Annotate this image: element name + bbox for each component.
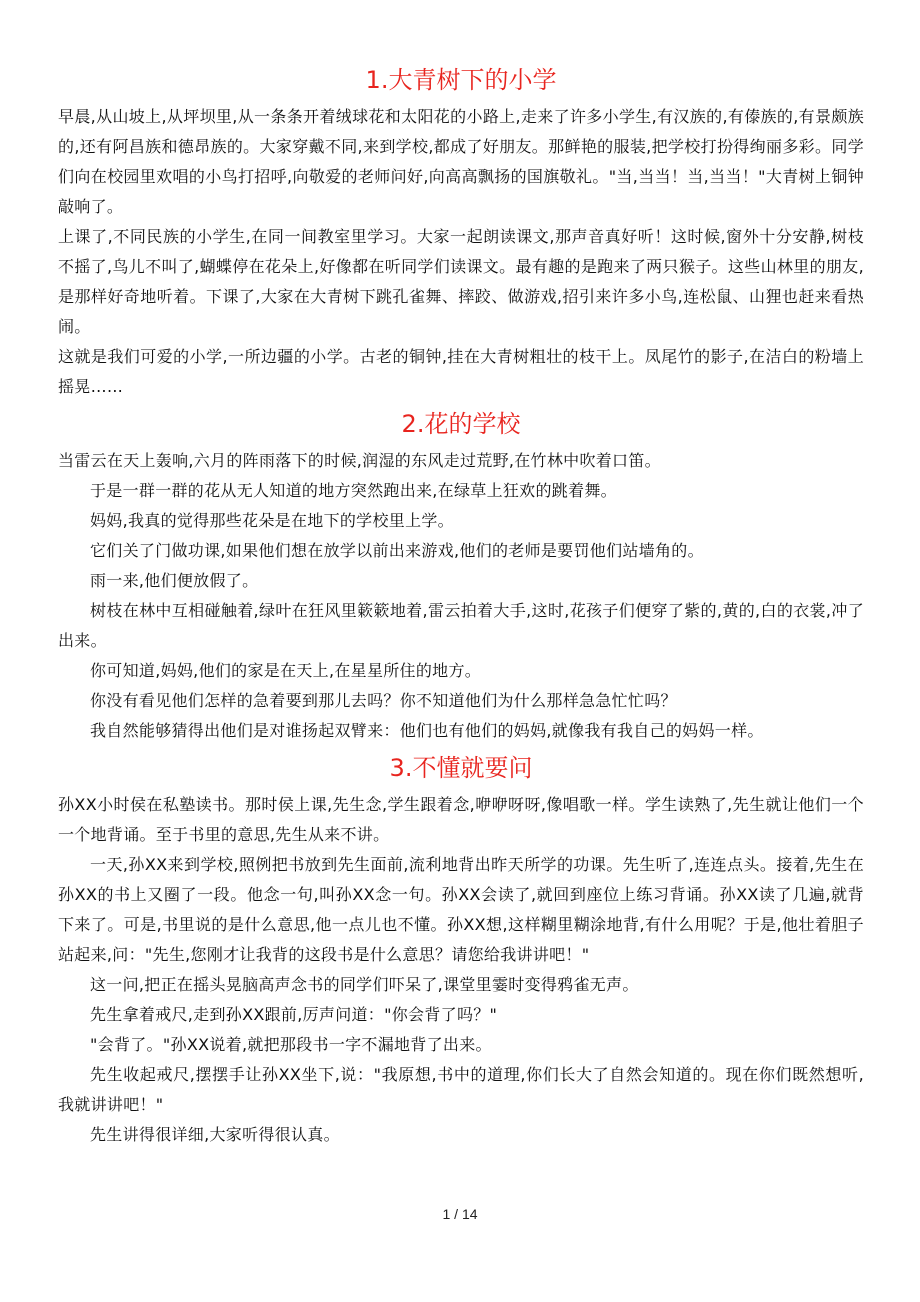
section-3-paragraph-2: 一天,孙XX来到学校,照例把书放到先生面前,流利地背出昨天所学的功课。先生听了,连连点头。接着,先生在孙XX的书上又圈了一段。他念一句,叫孙XX念一句。孙XX会读了,就回到座位上练习背诵。孙XX读了几遍,就背下来了。可是,书里说的是什么意思,他一点儿也不懂。孙XX想,这样糊里糊涂地背,有什么用呢？于是,他壮着胆子站起来,问："先生,您刚才让我背的这段书是什么意思？请您给我讲讲吧！" (58, 855, 864, 964)
section-2-paragraph-4: 它们关了门做功课,如果他们想在放学以前出来游戏,他们的老师是要罚他们站墙角的。 (90, 541, 704, 560)
section-3-paragraph-7: 先生讲得很详细,大家听得很认真。 (90, 1125, 340, 1144)
section-2-paragraph-3: 妈妈,我真的觉得那些花朵是在地下的学校里上学。 (90, 511, 454, 530)
section-3-paragraph-6: 先生收起戒尺,摆摆手让孙XX坐下,说："我原想,书中的道理,你们长大了自然会知道的。现在你们既然想听,我就讲讲吧！" (58, 1065, 864, 1114)
section-1-paragraph-2: 上课了,不同民族的小学生,在同一间教室里学习。大家一起朗读课文,那声音真好听！这时候,窗外十分安静,树枝不摇了,鸟儿不叫了,蝴蝶停在花朵上,好像都在听同学们读课文。最有趣的是跑来了两只猴子。这些山林里的朋友,是那样好奇地听着。下课了,大家在大青树下跳孔雀舞、摔跤、做游戏,招引来许多小鸟,连松鼠、山狸也赶来看热闹。 (58, 227, 864, 336)
section-2-paragraph-1: 当雷云在天上轰响,六月的阵雨落下的时候,润湿的东风走过荒野,在竹林中吹着口笛。 (58, 451, 661, 470)
section-3-paragraph-3: 这一问,把正在摇头晃脑高声念书的同学们吓呆了,课堂里霎时变得鸦雀无声。 (90, 975, 639, 994)
section-2-paragraph-9: 我自然能够猜得出他们是对谁扬起双臂来：他们也有他们的妈妈,就像我有我自己的妈妈一样。 (90, 721, 764, 740)
section-title-1: 1.大青树下的小学 (365, 66, 557, 94)
section-2-paragraph-6: 树枝在林中互相碰触着,绿叶在狂风里簌簌地着,雷云拍着大手,这时,花孩子们便穿了紫的,黄的,白的衣裳,冲了出来。 (58, 601, 864, 650)
section-2-paragraph-7: 你可知道,妈妈,他们的家是在天上,在星星所住的地方。 (90, 661, 482, 680)
section-3-paragraph-5: "会背了。"孙XX说着,就把那段书一字不漏地背了出来。 (90, 1035, 492, 1054)
page-indicator: 1 / 14 (442, 1206, 478, 1222)
section-1-paragraph-1: 早晨,从山坡上,从坪坝里,从一条条开着绒球花和太阳花的小路上,走来了许多小学生,有汉族的,有傣族的,有景颇族的,还有阿昌族和德昂族的。大家穿戴不同,来到学校,都成了好朋友。那鲜艳的服装,把学校打扮得绚丽多彩。同学们向在校园里欢唱的小鸟打招呼,向敬爱的老师问好,向高高飘扬的国旗敬礼。"当,当当！当,当当！"大青树上铜钟敲响了。 (58, 107, 864, 216)
section-2-paragraph-8: 你没有看见他们怎样的急着要到那儿去吗？你不知道他们为什么那样急急忙忙吗？ (90, 691, 677, 710)
section-2-paragraph-5: 雨一来,他们便放假了。 (90, 571, 259, 590)
section-title-3: 3.不懂就要问 (389, 754, 533, 782)
document-content (58, 58, 864, 1150)
section-2-paragraph-2: 于是一群一群的花从无人知道的地方突然跑出来,在绿草上狂欢的跳着舞。 (90, 481, 617, 500)
section-1-paragraph-3: 这就是我们可爱的小学,一所边疆的小学。古老的铜钟,挂在大青树粗壮的枝干上。凤尾竹的影子,在洁白的粉墙上摇晃…… (58, 347, 864, 396)
section-3-paragraph-1: 孙XX小时侯在私塾读书。那时侯上课,先生念,学生跟着念,咿咿呀呀,像唱歌一样。学生读熟了,先生就让他们一个一个地背诵。至于书里的意思,先生从来不讲。 (58, 795, 864, 844)
section-3-paragraph-4: 先生拿着戒尺,走到孙XX跟前,厉声问道："你会背了吗？" (90, 1005, 498, 1024)
section-title-2: 2.花的学校 (401, 410, 521, 438)
